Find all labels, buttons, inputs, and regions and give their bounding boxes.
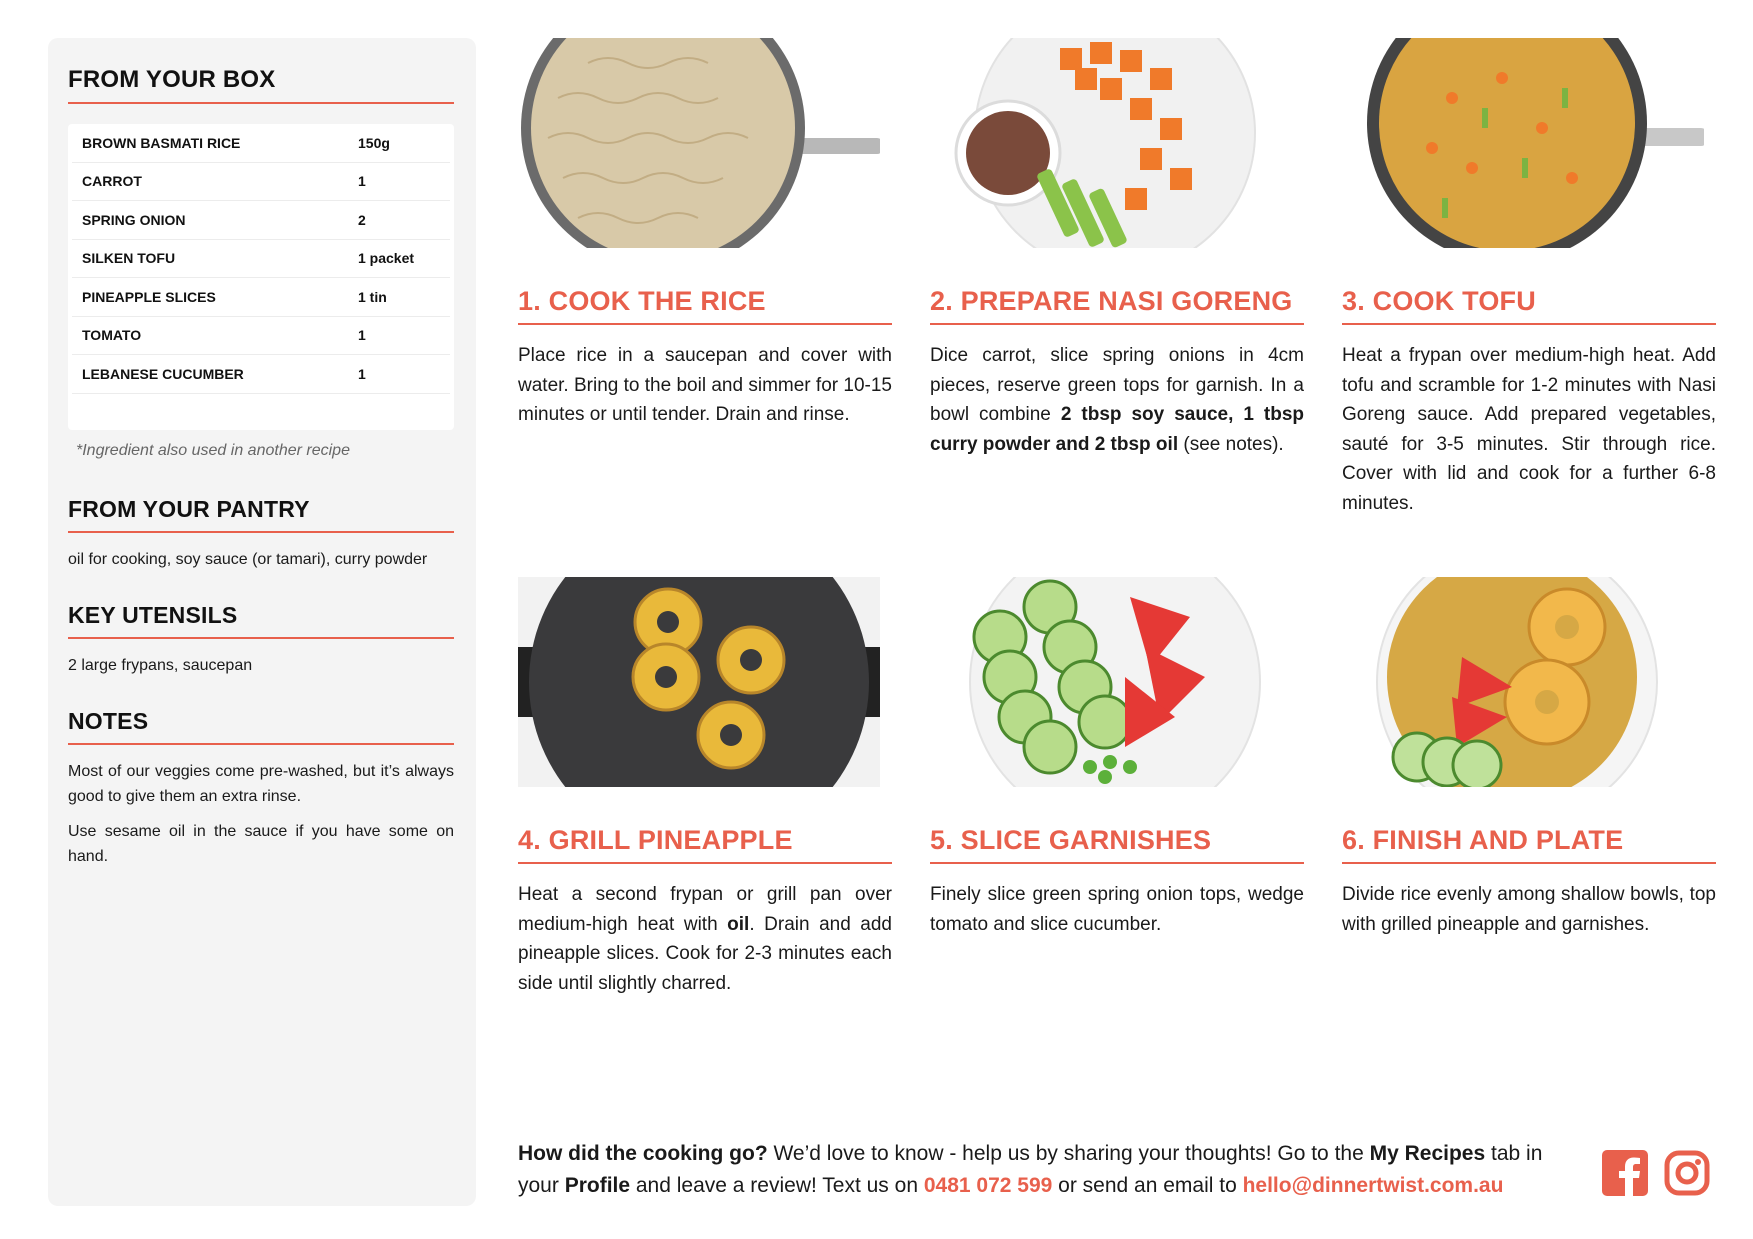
ingredient-footnote: *Ingredient also used in another recipe <box>76 441 350 459</box>
ingredient-name: PINEAPPLE SLICES <box>82 288 216 305</box>
note-item: Use sesame oil in the sauce if you have some on hand. <box>68 822 454 865</box>
step-2 <box>930 38 1304 459</box>
ingredient-qty: 1 <box>358 327 366 344</box>
step-3 <box>1342 38 1716 518</box>
ingredients-table <box>68 124 454 430</box>
rice-pot-photo <box>518 38 880 248</box>
note-item: Most of our veggies come pre-washed, but it’s always good to give them an extra rinse. <box>68 762 454 805</box>
facebook-icon[interactable] <box>1602 1150 1648 1196</box>
feedback-footer: How did the cooking go? We’d love to know - help us by sharing your thoughts! Go to the My Recipes tab in your Profile and leave a review! Text us on 0481 072 599 or send an email to hello@dinnertwist.com.au <box>518 1142 1543 1197</box>
step-text: Dice carrot, slice spring onions in 4cm pieces, reserve green tops for garnish. In a bowl combine 2 tbsp soy sauce, 1 tbsp curry powder and 2 tbsp oil (see notes). <box>930 345 1304 455</box>
pantry-heading: FROM YOUR PANTRY <box>68 496 454 533</box>
ingredient-row <box>72 355 450 394</box>
ingredient-name: SPRING ONION <box>82 211 186 228</box>
tofu-frypan-photo <box>1342 38 1704 248</box>
instagram-icon[interactable] <box>1664 1150 1710 1196</box>
step-text: Finely slice green spring onion tops, wedge tomato and slice cucumber. <box>930 884 1304 935</box>
ingredient-name: SILKEN TOFU <box>82 250 176 267</box>
ingredient-row <box>72 124 450 163</box>
step-6 <box>1342 577 1716 939</box>
pantry-text: oil for cooking, soy sauce (or tamari), curry powder <box>68 550 428 568</box>
plated-dish-photo <box>1342 577 1704 787</box>
ingredient-qty: 150g <box>358 134 390 151</box>
ingredient-name: BROWN BASMATI RICE <box>82 134 241 151</box>
step-title: 4. GRILL PINEAPPLE <box>518 825 892 864</box>
utensils-heading: KEY UTENSILS <box>68 602 454 639</box>
step-title: 6. FINISH AND PLATE <box>1342 825 1716 864</box>
step-text: Divide rice evenly among shallow bowls, top with grilled pineapple and garnishes. <box>1342 884 1716 935</box>
ingredient-name: CARROT <box>82 173 142 190</box>
ingredient-name: LEBANESE CUCUMBER <box>82 365 244 382</box>
ingredient-qty: 1 <box>358 173 366 190</box>
ingredient-qty: 1 <box>358 365 366 382</box>
garnishes-photo <box>930 577 1292 787</box>
step-text: Place rice in a saucepan and cover with water. Bring to the boil and simmer for 10-15 minutes or until tender. Drain and rinse. <box>518 345 892 425</box>
step-title: 1. COOK THE RICE <box>518 286 892 325</box>
notes-section <box>68 708 454 869</box>
pineapple-pan-photo <box>518 577 880 787</box>
prep-ingredients-photo <box>930 38 1292 248</box>
step-5 <box>930 577 1304 939</box>
ingredient-row <box>72 201 450 240</box>
step-title: 3. COOK TOFU <box>1342 286 1716 325</box>
step-text: Heat a frypan over medium-high heat. Add tofu and scramble for 1-2 minutes with Nasi Goreng sauce. Add prepared vegetables, sauté for 3-5 minutes. Stir through rice. Cover with lid and cook for a further 6-8 minutes. <box>1342 345 1716 514</box>
utensils-text: 2 large frypans, saucepan <box>68 656 253 674</box>
step-title: 2. PREPARE NASI GORENG <box>930 286 1304 325</box>
step-4 <box>518 577 892 998</box>
step-text: Heat a second frypan or grill pan over medium-high heat with oil. Drain and add pineapple slices. Cook for 2-3 minutes each side until slightly charred. <box>518 884 892 994</box>
phone-link[interactable]: 0481 072 599 <box>923 1174 1053 1197</box>
ingredient-row <box>72 317 450 356</box>
ingredient-row <box>72 278 450 317</box>
step-1 <box>518 38 892 430</box>
pantry-section <box>68 496 454 572</box>
ingredient-name: TOMATO <box>82 327 142 344</box>
from-your-box-heading: FROM YOUR BOX <box>68 66 454 104</box>
ingredient-row <box>72 163 450 202</box>
ingredient-qty: 2 <box>358 211 366 228</box>
ingredient-qty: 1 tin <box>358 288 387 305</box>
ingredient-row <box>72 240 450 279</box>
ingredient-qty: 1 packet <box>358 250 415 267</box>
step-title: 5. SLICE GARNISHES <box>930 825 1304 864</box>
notes-heading: NOTES <box>68 708 454 745</box>
utensils-section <box>68 602 454 678</box>
email-link[interactable]: hello@dinnertwist.com.au <box>1242 1174 1504 1197</box>
ingredients-sidebar <box>48 38 476 1206</box>
